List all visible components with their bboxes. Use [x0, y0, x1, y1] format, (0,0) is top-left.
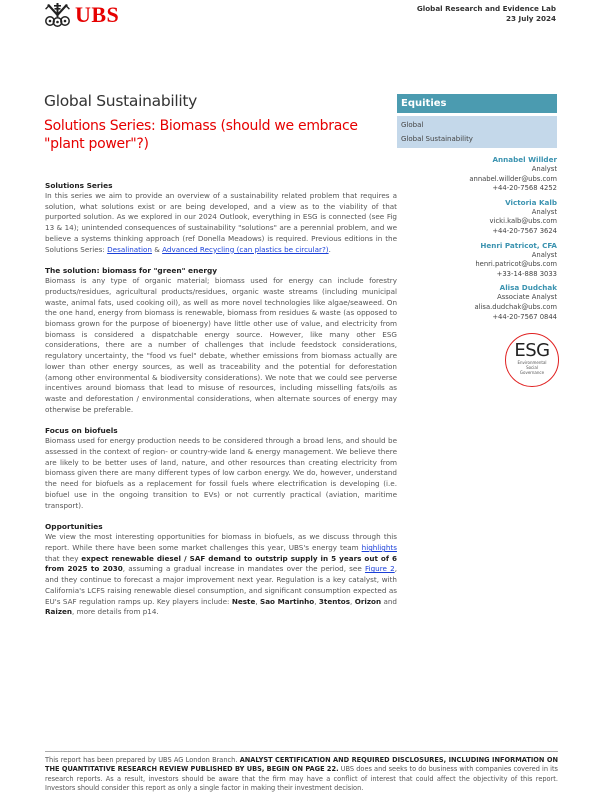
disclosure-footer	[45, 756, 558, 794]
section-heading: Opportunities	[45, 522, 103, 532]
body-text: that they	[45, 553, 82, 563]
key-player: Orizon	[354, 596, 382, 606]
section-heading: Solutions Series	[45, 181, 113, 190]
analyst-phone: +44-20-7567 3624	[492, 226, 557, 235]
analyst-name: Henri Patricot, CFA	[480, 240, 557, 250]
page-subtitle: Solutions Series: Biomass (should we embrace "plant power"?)	[44, 118, 358, 152]
footer-text: UBS does and seeks to do business with companies covered in its research reports. As a result, investors should be aware that the firm may have a conflict of interest that could affect the objectivity of this report. Investors should consider this report as only a single factor in making their investment decision.	[45, 765, 558, 793]
coverage-tags	[397, 116, 557, 148]
body-text: , assuming a gradual increase in mandates over the period, see	[122, 564, 365, 574]
separator: and	[381, 596, 397, 606]
esg-badge-line: Governance	[519, 369, 545, 375]
section-solutions-series	[45, 180, 397, 255]
body-text: We view the most interesting opportunities for biomass in biofuels, as we discuss through this report. While there have been some market challenges this year, UBS's energy team	[45, 532, 397, 552]
esg-badge-line: Environmental	[517, 360, 547, 365]
analyst-email[interactable]: vicki.kalb@ubs.com	[489, 217, 557, 226]
section-body	[45, 532, 397, 618]
desalination-link[interactable]: Desalination	[107, 244, 152, 254]
body-text: , and they continue to forecast a major improvement next year. Regulation is a key catalyst, with California's LCFS raising renewable diesel consumption, and significant consumption expected as EU's SAF regulation ramps up. Key players include:	[45, 564, 397, 606]
separator: ,	[255, 596, 261, 606]
section-label: Equities	[397, 94, 557, 113]
analyst-email[interactable]: annabel.willder@ubs.com	[469, 174, 557, 183]
esg-badge-line: Social	[526, 364, 538, 370]
analyst-list	[397, 155, 557, 322]
ubs-wordmark: UBS	[75, 2, 120, 27]
body-text: &	[151, 244, 163, 254]
body-text: In this series we aim to provide an overview of a sustainability related problem that requires a solution, what solutions exist or are being developed, and a view as to the viability of that purported solution. As we explored in our 2024 Outlook, everything in ESG is connected (see Fig 13 & 14); unintended consequences of sustainability "solutions" are a perennial problem, and we believe a systems thinking approach (ref Donella Meadows) is required. Previous editions in the Solutions Series:	[45, 191, 397, 254]
analyst-role: Analyst	[531, 250, 557, 259]
analyst-card	[397, 155, 557, 194]
section-heading: The solution: biomass for "green" energy	[45, 266, 218, 276]
esg-badge-title: ESG	[514, 340, 550, 361]
report-header	[417, 4, 556, 24]
main-content	[45, 180, 397, 628]
section-body	[45, 191, 397, 255]
analyst-name: Annabel Willder	[492, 155, 557, 164]
analyst-name: Alisa Dudchak	[499, 283, 557, 293]
tag: Global	[401, 121, 424, 129]
footer-divider	[45, 751, 558, 752]
separator: ,	[350, 596, 355, 606]
analyst-card	[397, 198, 557, 237]
advanced-recycling-link[interactable]: Advanced Recycling (can plastics be circular?)	[162, 244, 329, 254]
section-solution-biomass	[45, 265, 397, 415]
section-body: Biomass used for energy production needs to be considered through a broad lens, and should be assessed in the context of region- or country-wide land & energy management. We believe there are likely to be better uses of land, nature, and other resources than creating electricity from biomass given there are many different types of low carbon energy. We do, however, understand the need for biofuels as a replacement for fossil fuels where electrification is developing (i.e. biofuel use in the ongoing transition to EVs) or not currently practical (aviation, maritime transport).	[45, 436, 397, 510]
body-text: .	[328, 244, 331, 254]
body-text: , more details from p14.	[72, 607, 159, 617]
section-opportunities	[45, 521, 397, 618]
ubs-logo	[44, 2, 119, 28]
footer-text: This report has been prepared by UBS AG London Branch.	[45, 756, 240, 764]
analyst-card	[397, 283, 557, 322]
key-finding: expect renewable diesel / SAF demand to outstrip supply in 5 years out of 6 from 2025 to 2030	[45, 553, 398, 574]
figure-2-link[interactable]: Figure 2	[364, 564, 395, 574]
analyst-name: Victoria Kalb	[505, 197, 557, 207]
analyst-phone: +44-20-7567 0844	[492, 312, 557, 321]
analyst-role: Associate Analyst	[497, 293, 557, 302]
analyst-email[interactable]: henri.patricot@ubs.com	[475, 260, 557, 269]
key-player: Sao Martinho	[260, 596, 315, 606]
analyst-card	[397, 241, 557, 280]
highlights-link[interactable]: highlights	[361, 542, 397, 552]
report-date: 23 July 2024	[506, 14, 556, 23]
sidebar	[397, 94, 557, 326]
three-keys-icon	[44, 2, 71, 28]
esg-badge-icon	[505, 333, 559, 387]
page-title: Global Sustainability	[44, 92, 198, 110]
analyst-role: Analyst	[531, 165, 557, 173]
analyst-phone: +44-20-7568 4252	[492, 184, 557, 193]
tag: Global Sustainability	[401, 135, 473, 143]
key-player: Neste	[231, 596, 256, 606]
section-body: Biomass is any type of organic material; biomass used for energy can include forestry products/residues, agricultural products/residues, organic waste streams (including municipal waste, animal fats, used cooking oil), as well as more novel technologies like algae/seaweed. On the one hand, energy from biomass is renewable, biomass from residues & waste (as opposed to biomass grown for the purpose of bioenergy) have little other use of value, and electricity from biomass is considered a dispatchable energy source. However, like many other ESG considerations, there are a number of challenges that include feedstock considerations, regulatory uncertainty, the "food vs fuel" debate, whether emissions from biomass actually are lower than other energy sources, as well as traceability and the potential for deforestation (among other environmental & biodiversity considerations). We note that we could see perverse incentives around biomass that lead to misuse of resources, including misselling fats/oils as waste and deforestation / environmental considerations, when alternate sources of energy may otherwise be preferable.	[45, 276, 397, 414]
division-label: Global Research and Evidence Lab	[416, 4, 556, 13]
analyst-email[interactable]: alisa.dudchak@ubs.com	[474, 302, 557, 311]
analyst-phone: +33-14-888 3033	[496, 269, 557, 278]
section-heading: Focus on biofuels	[45, 426, 118, 436]
separator: ,	[314, 596, 319, 606]
analyst-role: Analyst	[531, 207, 557, 216]
key-player: 3tentos	[318, 596, 351, 606]
footer-disclosure-notice: ANALYST CERTIFICATION AND REQUIRED DISCLOSURES, INCLUDING INFORMATION ON THE QUANTITATIVE RESEARCH REVIEW PUBLISHED BY UBS, BEGIN ON PAGE 22.	[45, 756, 558, 774]
section-focus-biofuels	[45, 425, 397, 511]
key-player: Raizen	[45, 607, 73, 617]
